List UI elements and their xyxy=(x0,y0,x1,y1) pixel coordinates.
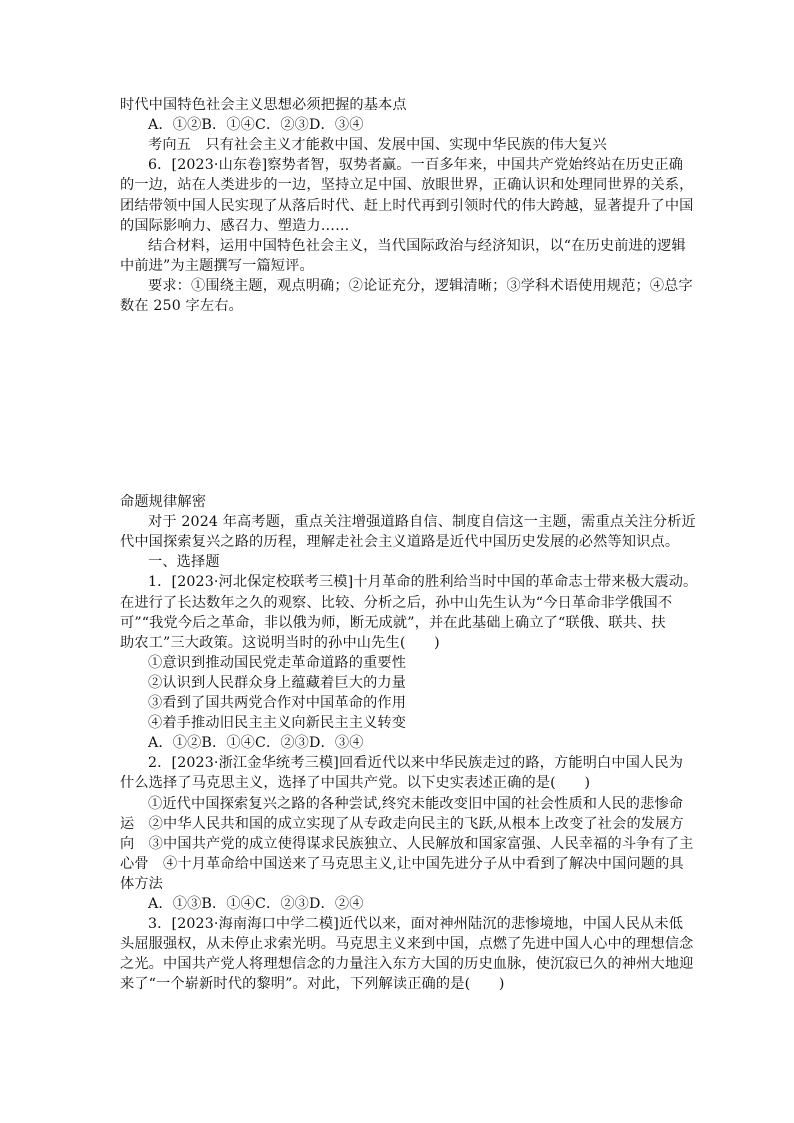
text-line: 可”“我党今后之革命，非以俄为师，断无成就”，并在此基础上确立了“联俄、联共、扶 xyxy=(120,614,666,631)
text-line: 头屈服强权，从未停止求索光明。马克思主义来到中国，点燃了先进中国人心中的理想信念 xyxy=(120,936,694,953)
text-line: 在进行了长达数年之久的观察、比较、分析之后，孙中山先生认为“今日革命非学俄国不 xyxy=(120,594,673,611)
text-line: 命题规律解密 xyxy=(120,494,207,510)
text-line: 的国际影响力、感召力、塑造力…… xyxy=(120,217,350,234)
text-line: 中前进”为主题撰写一篇短评。 xyxy=(120,257,314,274)
text-line: 的一边，站在人类进步的一边，坚持立足中国、放眼世界，正确认识和处理同世界的关系， xyxy=(120,177,694,194)
text-line: ①意识到推动国民党走革命道路的重要性 xyxy=(148,654,407,671)
text-line: 运 ②中华人民共和国的成立实现了从专政走向民主的飞跃,从根本上改变了社会的发展方 xyxy=(120,815,684,832)
text-line: 时代中国特色社会主义思想必须把握的基本点 xyxy=(120,97,407,113)
text-line: 什么选择了马克思主义，选择了中国共产党。以下史实表述正确的是( ) xyxy=(120,775,591,792)
text-line: A．①②B．①④C．②③D．③④ xyxy=(148,735,364,752)
text-line: 1．[2023·河北保定校联考三模]十月革命的胜利给当时中国的革命志士带来极大震动。 xyxy=(148,574,698,591)
text-line: 数在 250 字左右。 xyxy=(120,298,243,314)
text-line: ②认识到人民群众身上蕴藏着巨大的力量 xyxy=(148,674,407,691)
text-line: ④着手推动旧民主主义向新民主主义转变 xyxy=(148,715,407,732)
text-line: 之光。中国共产党人将理想信念的力量注入东方大国的历史血脉，使沉寂已久的神州大地迎 xyxy=(120,956,694,973)
text-line: 体方法 xyxy=(120,875,164,892)
text-line: ①近代中国探索复兴之路的各种尝试,终究未能改变旧中国的社会性质和人民的悲惨命 xyxy=(148,795,684,812)
text-line: 代中国探索复兴之路的历程，理解走社会主义道路是近代中国历史发展的必然等知识点。 xyxy=(120,534,680,551)
text-line: 6．[2023·山东卷]察势者智，驭势者赢。一百多年来，中国共产党始终站在历史正确 xyxy=(148,157,684,174)
text-line: 来了“一个崭新时代的黎明”。对此，下列解读正确的是( ) xyxy=(120,976,505,993)
text-line: 结合材料，运用中国特色社会主义，当代国际政治与经济知识，以“在历史前进的逻辑 xyxy=(148,237,686,254)
text-line: 对于 2024 年高考题，重点关注增强道路自信、制度自信这一主题，需重点关注分析近 xyxy=(148,514,696,531)
text-line: 心骨 ④十月革命给中国送来了马克思主义,让中国先进分子从中看到了解决中国问题的具 xyxy=(120,855,684,872)
text-line: 2．[2023·浙江金华统考三模]回看近代以来中华民族走过的路，方能明白中国人民为 xyxy=(148,755,684,772)
text-line: 助农工”三大政策。这说明当时的孙中山先生( ) xyxy=(120,634,440,651)
text-line: A．①②B．①④C．②③D．③④ xyxy=(148,117,364,134)
text-line: 要求：①围绕主题，观点明确；②论证充分，逻辑清晰；③学科术语使用规范；④总字 xyxy=(148,277,693,294)
text-line: 3．[2023·海南海口中学二模]近代以来，面对神州陆沉的悲惨境地，中国人民从未低 xyxy=(148,916,684,933)
text-line: A．①③B．①④C．②③D．②④ xyxy=(148,896,364,912)
text-line: 一、选择题 xyxy=(148,554,220,571)
text-line: 考向五 只有社会主义才能救中国、发展中国、实现中华民族的伟大复兴 xyxy=(148,137,607,154)
text-line: ③看到了国共两党合作对中国革命的作用 xyxy=(148,695,407,711)
text-line: 向 ③中国共产党的成立使得谋求民族独立、人民解放和国家富强、人民幸福的斗争有了主 xyxy=(120,835,694,852)
text-line: 团结带领中国人民实现了从落后时代、赶上时代再到引领时代的伟大跨越，显著提升了中国 xyxy=(120,197,694,214)
